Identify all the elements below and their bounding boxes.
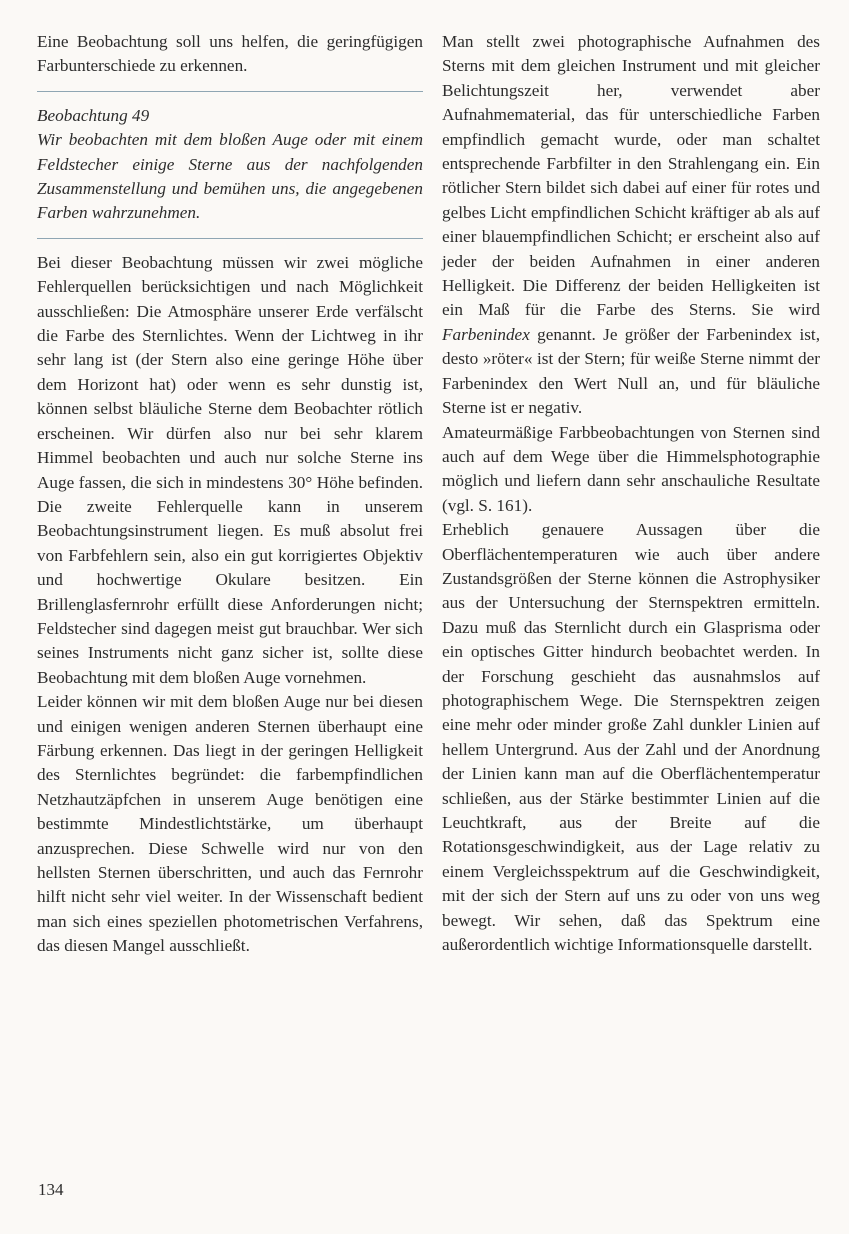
- observation-text: Wir beobachten mit dem bloßen Auge oder mit einem Feldstecher einige Sterne aus der nachfolgenden Zusammenstellung und bemühen uns, die angegebenen Farben wahrzunehmen.: [37, 130, 423, 223]
- observation-top-rule: [37, 91, 423, 92]
- observation-bottom-rule: [37, 238, 423, 239]
- right-paragraph-1-part-b: genannt. Je größer der Farbenindex ist, desto »röter« ist der Stern; für weiße Sterne nimmt der Farbenindex den Wert Null an, und für bläuliche Sterne ist er negativ.: [442, 324, 820, 418]
- right-column: [442, 30, 820, 957]
- page-number: 134: [38, 1180, 64, 1199]
- right-paragraph-3: Erheblich genauere Aussagen über die Oberflächentemperaturen wie auch über andere Zustandsgrößen der Sterne können die Astrophysiker aus der Untersuchung der Sternspektren ermitteln. Dazu muß das Sternlicht durch ein Glasprisma oder ein optisches Gitter hindurch beobachtet werden. In der Forschung geschieht das ausnahmslos auf photographischem Wege. Die Sternspektren zeigen eine mehr oder minder große Zahl dunkler Linien auf hellem Untergrund. Aus der Zahl und der Anordnung der Linien kann man auf die Oberflächentemperatur schließen, aus der Stärke bestimmter Linien auf die Leuchtkraft, aus der Breite auf die Rotationsgeschwindigkeit, aus der Lage relativ zu einem Vergleichsspektrum auf die Geschwindigkeit, mit der sich der Stern auf uns zu oder von uns weg bewegt. Wir sehen, daß das Spektrum eine außerordentlich wichtige Informationsquelle darstellt.: [442, 520, 820, 955]
- left-column: [37, 30, 423, 959]
- right-paragraph-1-part-a: Man stellt zwei photographische Aufnahmen des Sterns mit dem gleichen Instrument und mit gleicher Belichtungszeit her, verwendet aber Aufnahmematerial, das für unterschiedliche Farben empfindlich gemacht wurde, oder man schaltet entsprechende Farbfilter in den Strahlengang ein. Ein rötlicher Stern bildet sich dabei auf einer für rotes und gelbes Licht empfindlichen Schicht kräftiger ab als auf einer blauempfindlichen Schicht; er erscheint also auf jeder der beiden Aufnahmen in einer anderen Helligkeit. Die Differenz der beiden Helligkeiten ist ein Maß für die Farbe des Sterns. Sie wird: [442, 32, 820, 320]
- right-paragraph-2: Amateurmäßige Farbbeobachtungen von Sternen sind auch auf dem Wege über die Himmelsphotographie möglich und liefern dann sehr anschauliche Resultate (vgl. S. 161).: [442, 422, 820, 515]
- farbenindex-term: Farbenindex: [442, 324, 530, 344]
- intro-paragraph: Eine Beobachtung soll uns helfen, die geringfügigen Farbunterschiede zu erkennen.: [37, 32, 423, 76]
- observation-title: Beobachtung 49: [37, 105, 150, 125]
- right-paragraph-1: [442, 30, 820, 421]
- left-paragraph-1: Bei dieser Beobachtung müssen wir zwei mögliche Fehlerquellen berücksichtigen und nach Möglichkeit ausschließen: Die Atmosphäre unserer Erde verfälscht die Farbe des Sternlichtes. Wenn der Lichtweg in ihr sehr lang ist (der Stern also eine geringe Höhe über dem Horizont hat) oder wenn es sehr dunstig ist, können selbst bläuliche Sterne dem Beobachter rötlich erscheinen. Wir dürfen also nur bei sehr klarem Himmel beobachten und auch nur solche Sterne ins Auge fassen, die sich in mindestens 30° Höhe befinden. Die zweite Fehlerquelle kann in unserem Beobachtungsinstrument liegen. Es muß absolut frei von Farbfehlern sein, also ein gut korrigiertes Objektiv und hochwertige Okulare besitzen. Ein Brillenglasfernrohr erfüllt diese Anforderungen nicht; Feldstecher sind dagegen meist gut brauchbar. Wer sich seines Instruments nicht ganz sicher ist, sollte diese Beobachtung mit dem bloßen Auge vornehmen.: [37, 252, 423, 687]
- left-paragraph-2: Leider können wir mit dem bloßen Auge nur bei diesen und einigen wenigen anderen Sternen überhaupt eine Färbung erkennen. Das liegt in der geringen Helligkeit des Sternlichtes begründet: die farbempfindlichen Netzhautzäpfchen in unserem Auge benötigen eine bestimmte Mindestlichtstärke, um überhaupt anzusprechen. Diese Schwelle wird nur von den hellsten Sternen überschritten, und auch das Fernrohr hilft nicht sehr viel weiter. In der Wissenschaft bedient man sich eines speziellen photometrischen Verfahrens, das diesen Mangel ausschließt.: [37, 692, 423, 956]
